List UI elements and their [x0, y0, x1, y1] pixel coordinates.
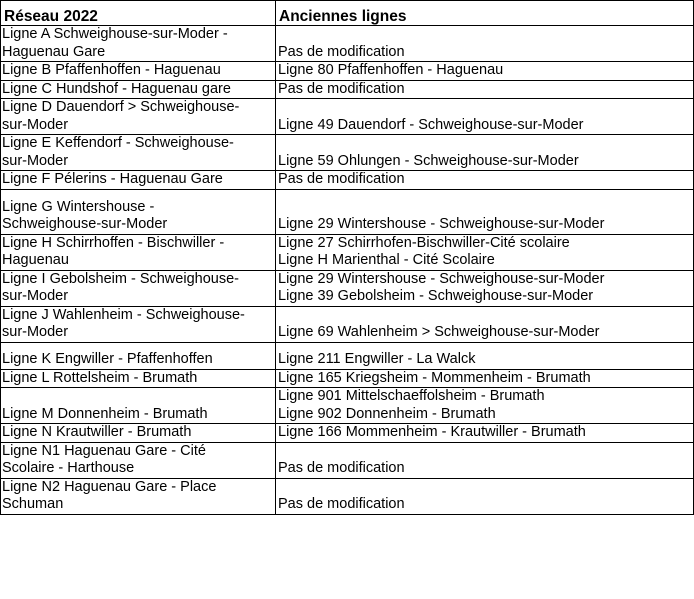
table-row — [1, 306, 694, 342]
reseau-2022-text: Ligne C Hundshof - Haguenau gare — [2, 80, 231, 97]
reseau-2022-cell — [1, 234, 276, 270]
table-row — [1, 135, 694, 171]
reseau-2022-cell — [1, 62, 276, 81]
ancienne-ligne-text: Ligne 901 Mittelschaeffolsheim - Brumath — [278, 388, 545, 404]
table-row — [1, 342, 694, 369]
ancienne-ligne-text: Pas de modification — [278, 496, 405, 512]
ancienne-ligne-text: Ligne 902 Donnenheim - Brumath — [278, 405, 496, 422]
reseau-2022-cell — [1, 171, 276, 190]
anciennes-lignes-cell — [276, 234, 694, 270]
anciennes-lignes-cell — [276, 306, 694, 342]
anciennes-lignes-cell — [276, 189, 694, 234]
table-row — [1, 80, 694, 99]
ancienne-ligne-text: Pas de modification — [278, 43, 405, 60]
ancienne-ligne-text: Ligne 29 Wintershouse - Schweighouse-sur-Moder — [278, 270, 605, 287]
anciennes-lignes-cell — [276, 424, 694, 443]
reseau-2022-text: Ligne A Schweighouse-sur-Moder - Haguenau Gare — [2, 26, 228, 60]
reseau-2022-cell — [1, 442, 276, 478]
ancienne-ligne-text: Pas de modification — [278, 80, 405, 97]
ancienne-ligne-text: Ligne 49 Dauendorf - Schweighouse-sur-Moder — [278, 116, 584, 133]
reseau-2022-text: Ligne J Wahlenheim - Schweighouse- sur-Moder — [2, 306, 245, 340]
reseau-2022-cell — [1, 388, 276, 424]
reseau-2022-cell — [1, 26, 276, 62]
reseau-2022-text: Ligne E Keffendorf - Schweighouse- sur-Moder — [2, 135, 234, 169]
table-row — [1, 442, 694, 478]
ancienne-ligne-text: Pas de modification — [278, 171, 405, 187]
reseau-2022-text: Ligne M Donnenheim - Brumath — [2, 405, 208, 422]
reseau-2022-text: Ligne D Dauendorf > Schweighouse- sur-Moder — [2, 99, 240, 133]
ancienne-ligne-text: Ligne 39 Gebolsheim - Schweighouse-sur-Moder — [278, 288, 594, 304]
reseau-2022-text: Ligne K Engwiller - Pfaffenhoffen — [2, 351, 213, 367]
reseau-2022-text: Ligne I Gebolsheim - Schweighouse- sur-Moder — [2, 270, 239, 304]
ancienne-ligne-text: Ligne 27 Schirrhofen-Bischwiller-Cité scolaire — [278, 234, 570, 251]
reseau-2022-text: Ligne B Pfaffenhoffen - Haguenau — [2, 62, 221, 78]
table-row — [1, 388, 694, 424]
reseau-2022-cell — [1, 270, 276, 306]
table-row — [1, 99, 694, 135]
header-reseau-2022: Réseau 2022 — [1, 1, 276, 26]
reseau-2022-text: Ligne L Rottelsheim - Brumath — [2, 369, 198, 386]
table-row — [1, 234, 694, 270]
ancienne-ligne-text: Pas de modification — [278, 460, 405, 476]
anciennes-lignes-cell — [276, 369, 694, 388]
anciennes-lignes-cell — [276, 171, 694, 190]
anciennes-lignes-cell — [276, 388, 694, 424]
reseau-2022-text: Ligne G Wintershouse - Schweighouse-sur-Moder — [2, 198, 168, 232]
ancienne-ligne-text: Ligne H Marienthal - Cité Scolaire — [278, 252, 495, 268]
table-row — [1, 270, 694, 306]
reseau-2022-cell — [1, 80, 276, 99]
anciennes-lignes-cell — [276, 80, 694, 99]
table-row — [1, 62, 694, 81]
reseau-2022-cell — [1, 306, 276, 342]
anciennes-lignes-cell — [276, 442, 694, 478]
anciennes-lignes-cell — [276, 135, 694, 171]
reseau-2022-text: Ligne N Krautwiller - Brumath — [2, 424, 192, 440]
reseau-2022-cell — [1, 369, 276, 388]
anciennes-lignes-cell — [276, 270, 694, 306]
table-row — [1, 171, 694, 190]
reseau-2022-cell — [1, 342, 276, 369]
reseau-2022-cell — [1, 99, 276, 135]
table-header-row — [1, 1, 694, 26]
reseau-2022-cell — [1, 478, 276, 514]
ancienne-ligne-text: Ligne 69 Wahlenheim > Schweighouse-sur-Moder — [278, 324, 600, 340]
ancienne-ligne-text: Ligne 211 Engwiller - La Walck — [278, 351, 476, 367]
ancienne-ligne-text: Ligne 59 Ohlungen - Schweighouse-sur-Moder — [278, 152, 579, 169]
reseau-2022-text: Ligne H Schirrhoffen - Bischwiller - Haguenau — [2, 234, 225, 268]
table-row — [1, 478, 694, 514]
reseau-2022-text: Ligne N2 Haguenau Gare - Place Schuman — [2, 478, 217, 512]
table-row — [1, 424, 694, 443]
reseau-2022-text: Ligne N1 Haguenau Gare - Cité Scolaire - Harthouse — [2, 442, 206, 476]
reseau-2022-cell — [1, 189, 276, 234]
anciennes-lignes-cell — [276, 62, 694, 81]
table-row — [1, 189, 694, 234]
reseau-2022-text: Ligne F Pélerins - Haguenau Gare — [2, 171, 223, 187]
ancienne-ligne-text: Ligne 166 Mommenheim - Krautwiller - Brumath — [278, 424, 586, 440]
anciennes-lignes-cell — [276, 342, 694, 369]
reseau-2022-cell — [1, 424, 276, 443]
ancienne-ligne-text: Ligne 80 Pfaffenhoffen - Haguenau — [278, 62, 504, 78]
header-anciennes-lignes: Anciennes lignes — [276, 1, 694, 26]
table-row — [1, 369, 694, 388]
ancienne-ligne-text: Ligne 165 Kriegsheim - Mommenheim - Brumath — [278, 369, 591, 386]
anciennes-lignes-cell — [276, 478, 694, 514]
anciennes-lignes-cell — [276, 99, 694, 135]
table-row — [1, 26, 694, 62]
anciennes-lignes-cell — [276, 26, 694, 62]
ancienne-ligne-text: Ligne 29 Wintershouse - Schweighouse-sur-Moder — [278, 216, 605, 232]
reseau-2022-cell — [1, 135, 276, 171]
